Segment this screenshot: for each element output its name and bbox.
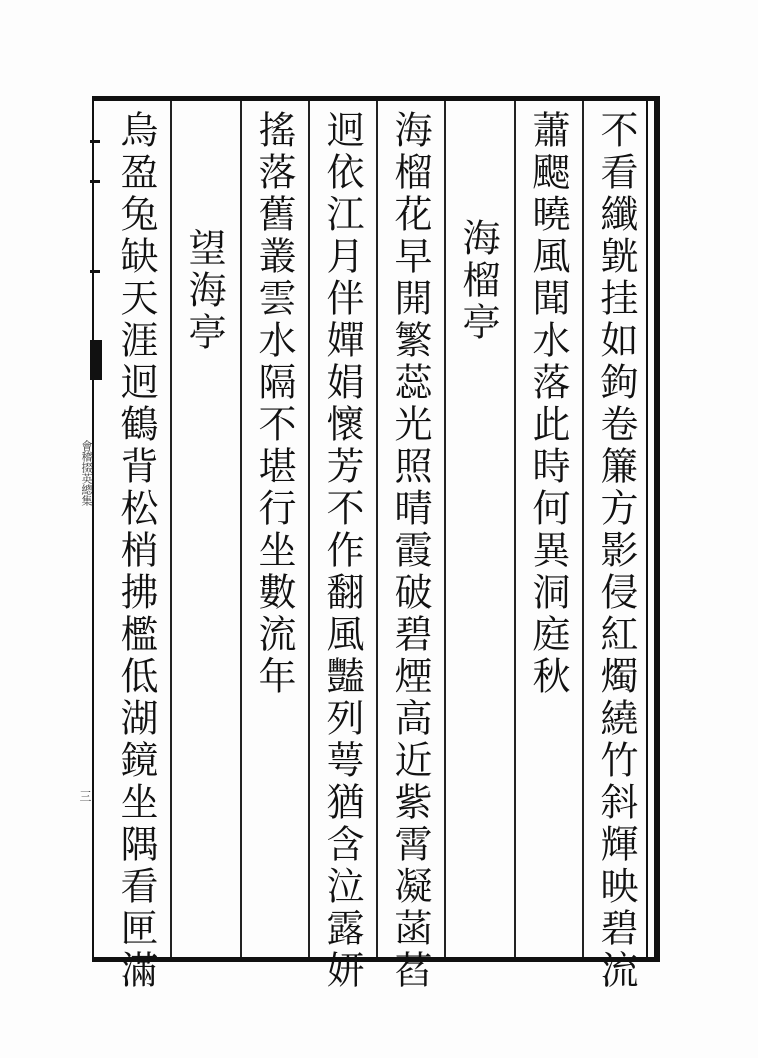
text-column-8: 烏盈兔缺天涯迥鶴背松梢拂檻低湖鏡坐隅看匣滿 <box>114 110 158 992</box>
text-column-5: 迥依江月伴嬋娟懷芳不作翻風豔列萼猶含泣露妍 <box>320 110 364 992</box>
margin-mark <box>90 270 100 273</box>
column-rule <box>582 101 584 957</box>
text-column-1: 不看纖皝挂如鉤卷簾方影侵紅燭繞竹斜輝映碧流 <box>594 110 638 992</box>
margin-page-number: 三 <box>78 790 92 802</box>
border-inner-rule <box>646 101 648 957</box>
poem-title-wanghai-ting: 望海亭 <box>182 228 226 354</box>
column-rule <box>514 101 516 957</box>
margin-book-title: 會稽掇英總集 <box>80 440 93 506</box>
fishtail-mark <box>90 340 102 380</box>
margin-mark <box>90 180 100 183</box>
column-rule <box>444 101 446 957</box>
text-column-6: 搖落舊叢雲水隔不堪行坐數流年 <box>252 110 296 698</box>
column-rule <box>240 101 242 957</box>
column-rule <box>308 101 310 957</box>
text-column-4: 海榴花早開繁蕊光照晴霞破碧煙高近紫霄凝菡萏 <box>388 110 432 992</box>
margin-mark <box>90 140 100 143</box>
column-rule <box>170 101 172 957</box>
text-column-2: 蕭颸曉風聞水落此時何異洞庭秋 <box>526 110 570 698</box>
poem-title-hailiu-ting: 海榴亭 <box>456 218 500 344</box>
column-rule <box>376 101 378 957</box>
